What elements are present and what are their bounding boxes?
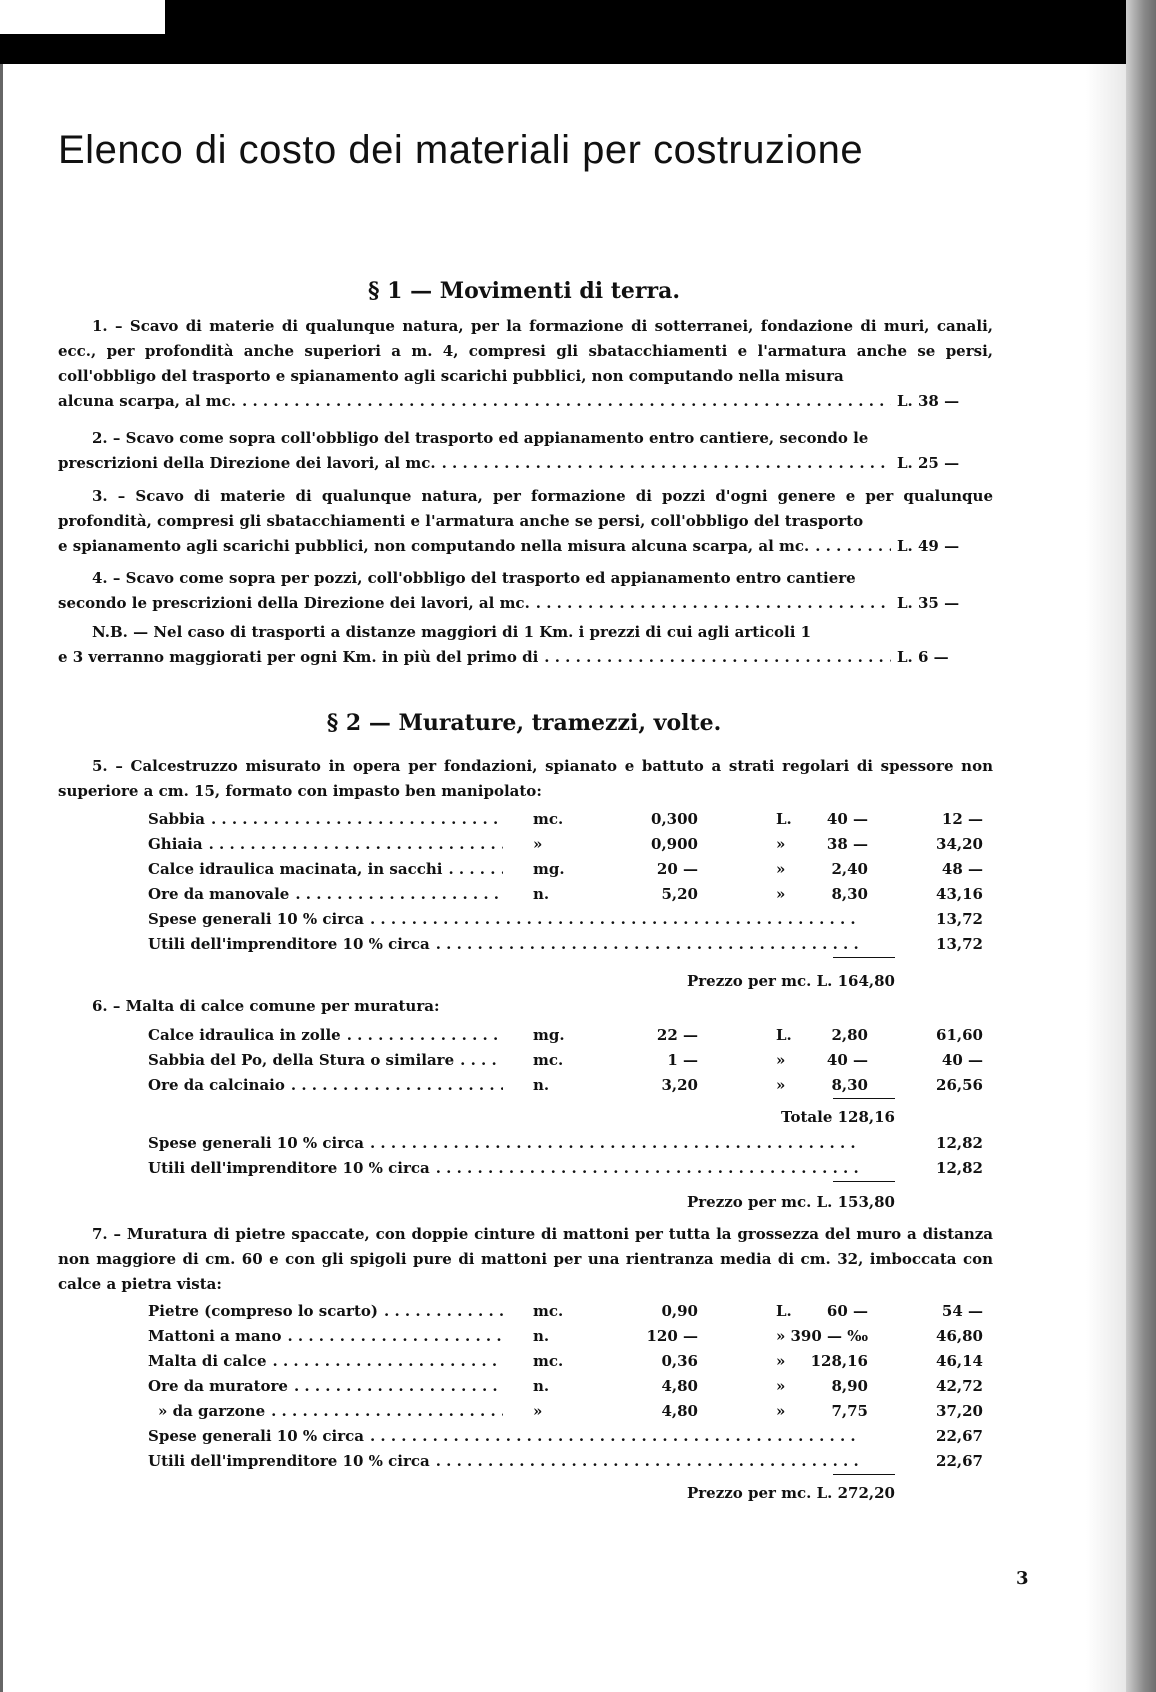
section-heading-1: § 1 — Movimenti di terra. <box>367 278 681 304</box>
price: L. 25 — <box>897 454 960 472</box>
table-row: Utili dell'imprenditore 10 % circa . . . 13,72 <box>148 935 988 959</box>
table-row: Sabbia . . . mc. 0,300 L. 40 — 12 — <box>148 810 988 834</box>
sum-rule <box>833 1098 895 1099</box>
item-6-total: Prezzo per mc. L. 153,80 <box>687 1193 895 1211</box>
table-row: Spese generali 10 % circa . . . 12,82 <box>148 1134 988 1158</box>
item-3: 3. – Scavo di materie di qualunque natura, per formazione di pozzi d'ogni genere e per qualunque profondità, compresi gli sbatacchiamenti e l'armatura anche se persi, coll'obbligo del trasporto e spianamento agli scarichi pubblici, non computando nella misura alcuna scarpa, al mc. . . . L. 49 — <box>58 484 993 559</box>
page-number: 3 <box>1016 1568 1029 1589</box>
table-row: Calce idraulica in zolle . . . mg. 22 — L. 2,80 61,60 <box>148 1026 988 1050</box>
sum-rule <box>833 957 895 958</box>
table-row: Ore da muratore . . . n. 4,80 » 8,90 42,72 <box>148 1377 988 1401</box>
table-row: Ore da manovale . . . n. 5,20 » 8,30 43,16 <box>148 885 988 909</box>
item-6-subtotal: Totale 128,16 <box>781 1108 895 1126</box>
scan-left-edge <box>0 64 3 1692</box>
table-row: Spese generali 10 % circa . . . 22,67 <box>148 1427 988 1451</box>
sum-rule <box>833 1474 895 1475</box>
item-5-intro: 5. – Calcestruzzo misurato in opera per fondazioni, spianato e battuto a strati regolari di spessore non superiore a cm. 15, formato con impasto ben manipolato: <box>58 757 993 800</box>
table-row: » da garzone . . . » 4,80 » 7,75 37,20 <box>148 1402 988 1426</box>
price: L. 35 — <box>897 594 960 612</box>
item-6-intro: 6. – Malta di calce comune per muratura: <box>92 997 440 1015</box>
table-row: Mattoni a mano . . . n. 120 — » 390 — ‰ 46,80 <box>148 1327 988 1351</box>
note-nb: N.B. — Nel caso di trasporti a distanze maggiori di 1 Km. i prezzi di cui agli articoli 1 e 3 verranno maggiorati per ogni Km. in più del primo di . . . L. 6 — <box>58 620 993 670</box>
price: L. 6 — <box>897 648 949 666</box>
sum-rule <box>833 1181 895 1182</box>
table-row: Spese generali 10 % circa . . . 13,72 <box>148 910 988 934</box>
section-heading-2: § 2 — Murature, tramezzi, volte. <box>326 710 722 736</box>
scan-right-edge <box>1126 0 1156 1692</box>
table-row: Calce idraulica macinata, in sacchi . . . mg. 20 — » 2,40 48 — <box>148 860 988 884</box>
item-7-total: Prezzo per mc. L. 272,20 <box>687 1484 895 1502</box>
price: L. 49 — <box>897 537 960 555</box>
item-2: 2. – Scavo come sopra coll'obbligo del trasporto ed appianamento entro cantiere, secondo le prescrizioni della Direzione dei lavori, al mc. . . . L. 25 — <box>58 426 993 476</box>
price: L. 38 — <box>897 392 960 410</box>
table-row: Malta di calce . . . mc. 0,36 » 128,16 46,14 <box>148 1352 988 1376</box>
table-row: Ore da calcinaio . . . n. 3,20 » 8,30 26,56 <box>148 1076 988 1100</box>
item-5-total: Prezzo per mc. L. 164,80 <box>687 972 895 990</box>
table-row: Sabbia del Po, della Stura o similare . . . mc. 1 — » 40 — 40 — <box>148 1051 988 1075</box>
item-7-intro: 7. – Muratura di pietre spaccate, con doppie cinture di mattoni per tutta la grossezza del muro a distanza non maggiore di cm. 60 e con gli spigoli pure di mattoni per una rientranza media di cm. 32, imboccata con calce a pietra vista: <box>58 1225 993 1293</box>
document-page <box>58 0 1029 1692</box>
table-row: Utili dell'imprenditore 10 % circa . . . 12,82 <box>148 1159 988 1183</box>
page-title: Elenco di costo dei materiali per costruzione <box>58 128 864 172</box>
item-1: 1. – Scavo di materie di qualunque natura, per la formazione di sotterranei, fondazione di muri, canali, ecc., per profondità anche superiori a m. 4, compresi gli sbatacchiamenti e l'armatura anche se persi, coll'obbligo del trasporto e spianamento agli scarichi pubblici, non computando nella misura alcuna scarpa, al mc. . . . L. 38 — <box>58 314 993 414</box>
scan-shadow <box>1086 64 1126 1692</box>
table-row: Ghiaia . . . » 0,900 » 38 — 34,20 <box>148 835 988 859</box>
item-4: 4. – Scavo come sopra per pozzi, coll'obbligo del trasporto ed appianamento entro cantiere secondo le prescrizioni della Direzione dei lavori, al mc. . . . L. 35 — <box>58 566 993 616</box>
table-row: Utili dell'imprenditore 10 % circa . . . 22,67 <box>148 1452 988 1476</box>
table-row: Pietre (compreso lo scarto) . . . mc. 0,90 L. 60 — 54 — <box>148 1302 988 1326</box>
